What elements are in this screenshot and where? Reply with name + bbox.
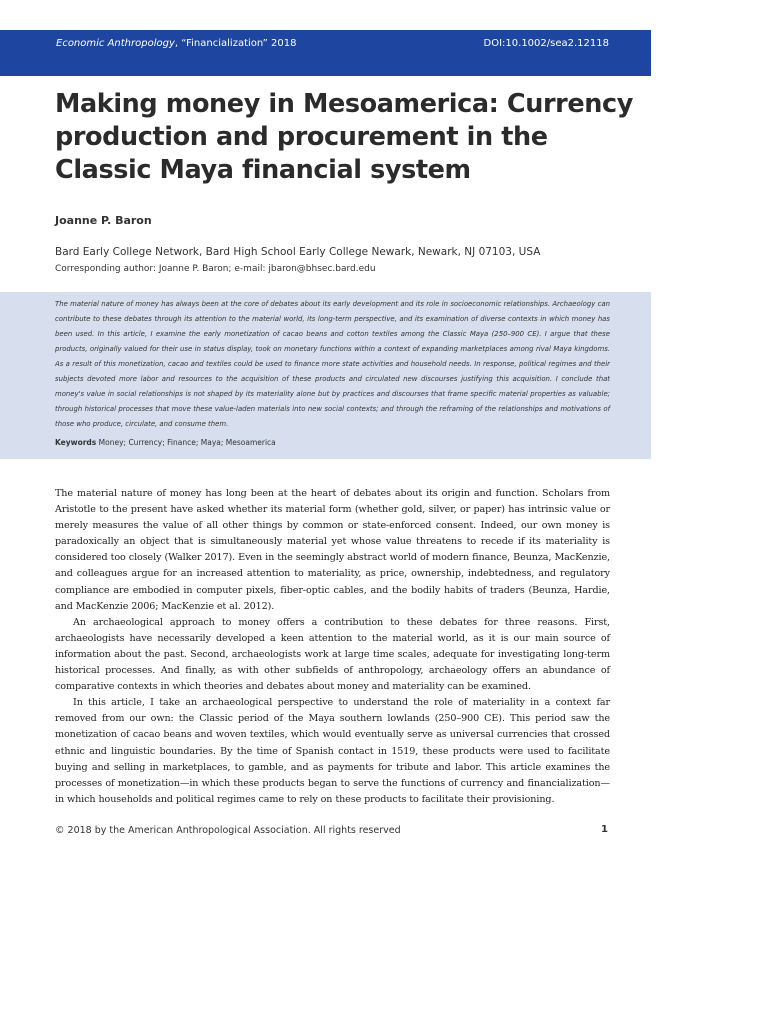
journal-issue: , “Financialization” 2018	[174, 38, 297, 49]
body-paragraph: In this article, I take an archaeological perspective to understand the role of materiality in a context far removed from our own: the Classic period of the Maya southern lowlands (250–900 CE). This period saw the monetization of cacao beans and woven textiles, which would eventually serve as universal currencies that crossed ethnic and linguistic boundaries. By the time of Spanish contact in 1519, these products were used to facilitate buying and selling in marketplaces, to gamble, and as payments for tribute and labor. This article examines the processes of monetization—in which these products began to serve the functions of currency and financialization—in which households and political regimes came to rely on these products to facilitate their provisioning.	[55, 697, 610, 805]
journal-header-bar	[0, 30, 651, 76]
keywords-label: Keywords	[55, 438, 97, 447]
abstract-text: The material nature of money has always been at the core of debates about its early development and its role in socioeconomic relationships. Archaeology can contribute to these debates through its attention to the material world, its long-term perspective, and its examination of diverse contexts in which money has been used. In this article, I examine the early monetization of cacao beans and cotton textiles among the Classic Maya (250–900 CE). I argue that these products, originally valued for their use in status display, took on monetary functions within a context of expanding marketplaces among rival Maya kingdoms. As a result of this monetization, cacao and textiles could be used to finance more state activities and household needs. In response, political regimes and their subjects devoted more labor and resources to the acquisition of these products and circulated new discourses justifying this acquisition. I conclude that money's value in social relationships is not shaped by its materiality alone but by practices and discourses that frame specific material properties as valuable; through historical processes that move these value-laden materials into new social contexts; and through the reframing of the relationships and motivations of those who produce, circulate, and consume them.	[55, 300, 610, 428]
body-paragraph: The material nature of money has long been at the heart of debates about its origin and function. Scholars from Aristotle to the present have asked whether its material form (whether gold, silver, or paper) has intrinsic value or merely measures the value of all other things by common or state-enforced consent. Indeed, our own money is paradoxically an object that is simultaneously material yet whose value threatens to recede if its materiality is considered too closely (Walker 2017). Even in the seemingly abstract world of modern finance, Beunza, MacKenzie, and colleagues argue for an increased attention to materiality, as price, ownership, indebtedness, and regulatory compliance are embodied in computer pixels, fiber-optic cables, and the bodily habits of traders (Beunza, Hardie, and MacKenzie 2006; MacKenzie et al. 2012).	[55, 488, 610, 612]
author-name: Joanne P. Baron	[55, 214, 152, 227]
page-number: 1	[601, 824, 608, 835]
keywords-line	[55, 438, 276, 447]
journal-citation	[56, 38, 296, 49]
doi-link[interactable]: DOI:10.1002/sea2.12118	[483, 38, 609, 49]
abstract-box	[0, 292, 651, 459]
keywords-list: Money; Currency; Finance; Maya; Mesoamerica	[98, 438, 276, 447]
body-paragraph: An archaeological approach to money offers a contribution to these debates for three reasons. First, archaeologists have necessarily developed a keen attention to the material world, as it is our main source of information about the past. Second, archaeologists work at large time scales, adequate for investigating long-term historical processes. And finally, as with other subfields of anthropology, archaeology offers an abundance of comparative contexts in which theories and debates about money and materiality can be examined.	[55, 616, 610, 693]
corresponding-author: Corresponding author: Joanne P. Baron; e-mail: jbaron@bhsec.bard.edu	[55, 264, 376, 274]
article-body	[55, 486, 610, 808]
article-title: Making money in Mesoamerica: Currency production and procurement in the Classic Maya financial system	[55, 89, 633, 185]
journal-name: Economic Anthropology	[56, 38, 175, 49]
copyright-notice: © 2018 by the American Anthropological Association. All rights reserved	[55, 825, 401, 836]
author-affiliation: Bard Early College Network, Bard High School Early College Newark, Newark, NJ 07103, USA	[55, 246, 541, 258]
